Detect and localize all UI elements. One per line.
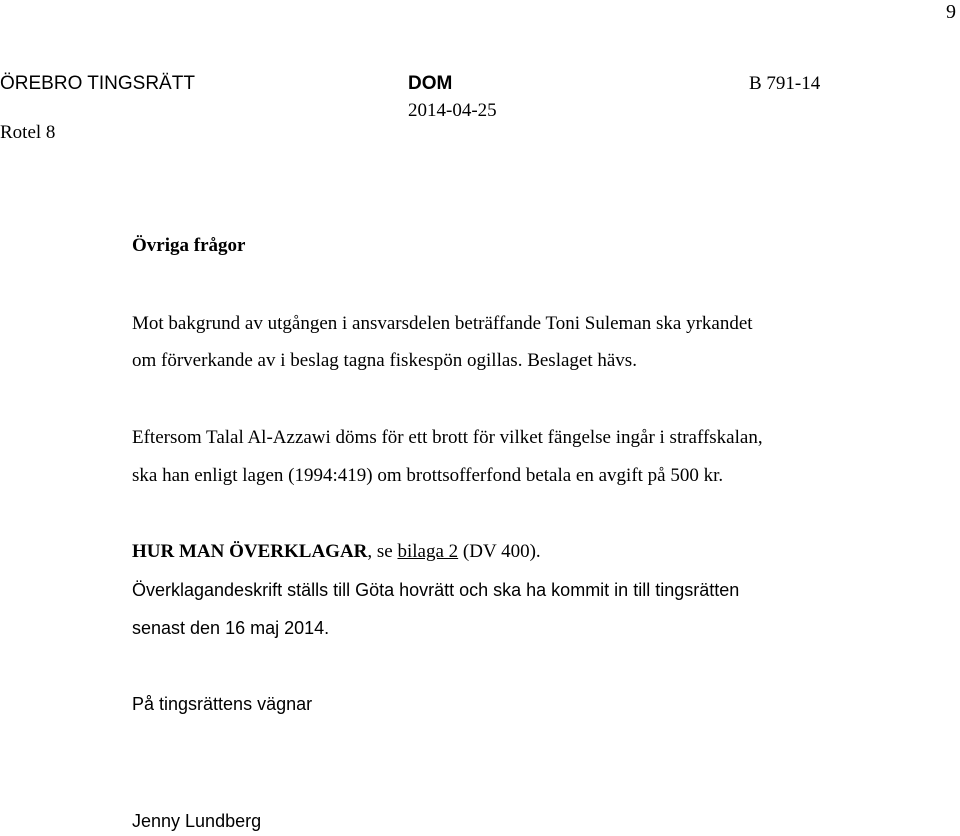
appeal-text: , se	[367, 541, 398, 562]
appeal-heading: HUR MAN ÖVERKLAGAR	[132, 541, 368, 562]
page-number: 9	[946, 1, 956, 23]
appeal-instructions	[132, 542, 541, 561]
division-label: Rotel 8	[0, 122, 56, 143]
case-number: B 791-14	[749, 73, 821, 94]
paragraph-line: om förverkande av i beslag tagna fiskespön ogillas. Beslaget hävs.	[132, 350, 637, 371]
appeal-text: (DV 400).	[458, 541, 541, 562]
appendix-link[interactable]: bilaga 2	[397, 541, 459, 562]
signatory-name: Jenny Lundberg	[132, 811, 262, 831]
document-date: 2014-04-25	[408, 100, 497, 121]
paragraph-line: ska han enligt lagen (1994:419) om brottsofferfond betala en avgift på 500 kr.	[132, 465, 724, 486]
paragraph-line: Eftersom Talal Al-Azzawi döms för ett brott för vilket fängelse ingår i straffskalan,	[132, 427, 763, 448]
section-heading: Övriga frågor	[132, 235, 246, 256]
paragraph-line: Mot bakgrund av utgången i ansvarsdelen beträffande Toni Suleman ska yrkandet	[132, 313, 753, 334]
appeal-paragraph-line: senast den 16 maj 2014.	[132, 618, 330, 638]
court-name: ÖREBRO TINGSRÄTT	[0, 73, 195, 94]
document-type: DOM	[408, 73, 453, 94]
signature-on-behalf: På tingsrättens vägnar	[132, 694, 313, 714]
appeal-paragraph-line: Överklagandeskrift ställs till Göta hovrätt och ska ha kommit in till tingsrätten	[132, 580, 740, 600]
